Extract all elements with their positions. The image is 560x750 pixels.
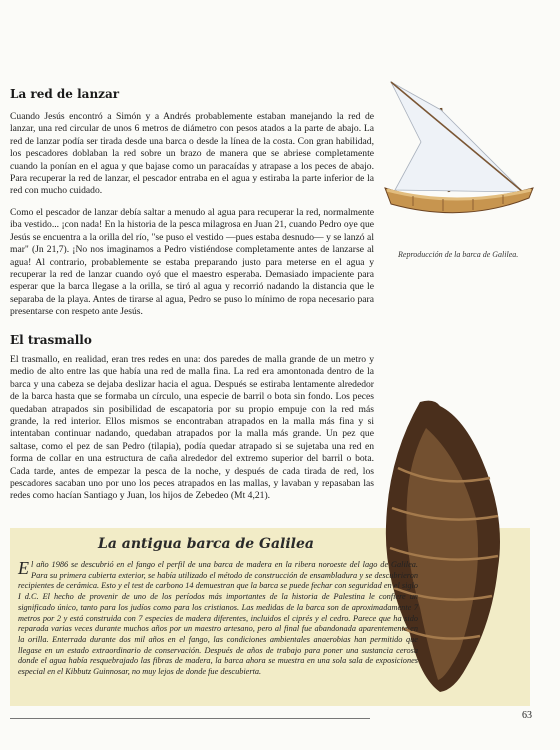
galilee-boat-reproduction-illustration <box>383 80 543 230</box>
sidebar-title: La antigua barca de Galilea <box>98 536 314 552</box>
footer-rule <box>10 718 370 719</box>
section-heading-red-de-lanzar: La red de lanzar <box>10 87 120 101</box>
sidebar-text: El año 1986 se descubrió en el fango el perfil de una barca de madera en la ribera noroeste del lago de Galilea. Para su primera cubierta exterior, se había utilizado el método de construcción de ensambladura y se descubrieron recipientes de cerámica. Esto y el test de carbono 14 demuestran que la barca se puede fechar con seguridad en el siglo I d.C. El hecho de provenir de uno de los períodos más importantes de la historia de Palestina le confiere un significado único, tanto para los judíos como para los cristianos. Las medidas de la barca son de aproximadamente 7 metros por 2 y está construida con 7 especies de madera diferentes, incluidos el ciprés y el cedro. Parece que ha sido reparada varias veces durante muchos años por un maestro artesano, pero al final fue abandonada aparentemente en la orilla. Enterrada durante dos mil años en el fango, las condiciones ambientales anaerobias han permitido que llegase en un estado extraordinario de conservación. Después de años de trabajo para poner una sustancia cerosa donde el agua había resquebrajado las fibras de madera, la barca ahora se muestra en una sola sala de exposiciones especial en el Kibbutz Guinnosar, no muy lejos de donde fue descubierta. <box>18 558 418 677</box>
paragraph-red-de-lanzar-1: Cuando Jesús encontró a Simón y a Andrés probablemente estaban manejando la red de lanzar, una red circular de unos 6 metros de diámetro con pesos atados a la parte de abajo. La red de lanzar podía ser tirada desde una barca o desde la línea de la costa. Con gran habilidad, los pescadores doblaban la red sobre un brazo de manera que se abriese completamente cuando la ponían en el agua y que bajase como un paracaídas y atrapase a los peces de abajo. Para recuperar la red de lanzar, el pescador entraba en el agua y estiraba la parte inferior de la red con mucho cuidado. <box>10 111 374 197</box>
paragraph-red-de-lanzar-2: Como el pescador de lanzar debía saltar a menudo al agua para recuperar la red, normalmente iba vestido... ¡con nada! En la historia de la pesca milagrosa en Juan 21, cuando Pedro oye que Jesús se encuentra a la orilla del río, "se puso el vestido —pues estaba desnudo— y se lanzó al mar" (Jn 21,7). ¡No nos imaginamos a Pedro vistiéndose completamente antes de lanzarse al agua! Al contrario, probablemente se estaba preparando justo para meterse en el agua y recuperar la red de lanzar cuando oyó que el maestro esperaba. Demasiado impaciente para esperar que la barca llegase a la orilla, se tiró al agua y recorrió nadando la distancia que le separaba de la playa. Antes de tirarse al agua, Pedro se puso lo mínimo de ropa necesario para presentarse con respeto ante Jesús. <box>10 207 374 318</box>
boat-caption: Reproducción de la barca de Galilea. <box>398 250 519 259</box>
section-heading-trasmallo: El trasmallo <box>10 333 92 347</box>
paragraph-trasmallo: El trasmallo, en realidad, eran tres redes en una: dos paredes de malla grande de un metro y medio de alto entre las que había una red de malla fina. La red era amontonada dentro de la barca y una cabeza se dejaba deslizar hacia el agua. Después se estiraba lentamente alrededor de la barca hasta que se formaba un círculo, una especie de barril o bota sin fondo. Los peces quedaban atrapados sin posibilidad de escapatoria por su propio empuje con la red más grande, la red interior. Ellos mismos se encontraban atrapados en la malla más fina y si intentaban continuar nadando, quedaban atrapados por la malla más grande. Un pez que saltase, como el pez de san Pedro (tilapia), podía quedar atrapado si se sujetaba una red en forma de collar en una estructura de caña alrededor del extremo superior del barril o bota. Cada tarde, antes de empezar la pesca de la noche, y después de cada tirada de red, los pescadores sacaban uno por uno los peces atrapados en las mallas, y lavaban y repasaban las redes como hacían Santiago y Juan, los hijos de Zebedeo (Mt 4,21). <box>10 354 374 502</box>
page-number: 63 <box>522 710 532 721</box>
